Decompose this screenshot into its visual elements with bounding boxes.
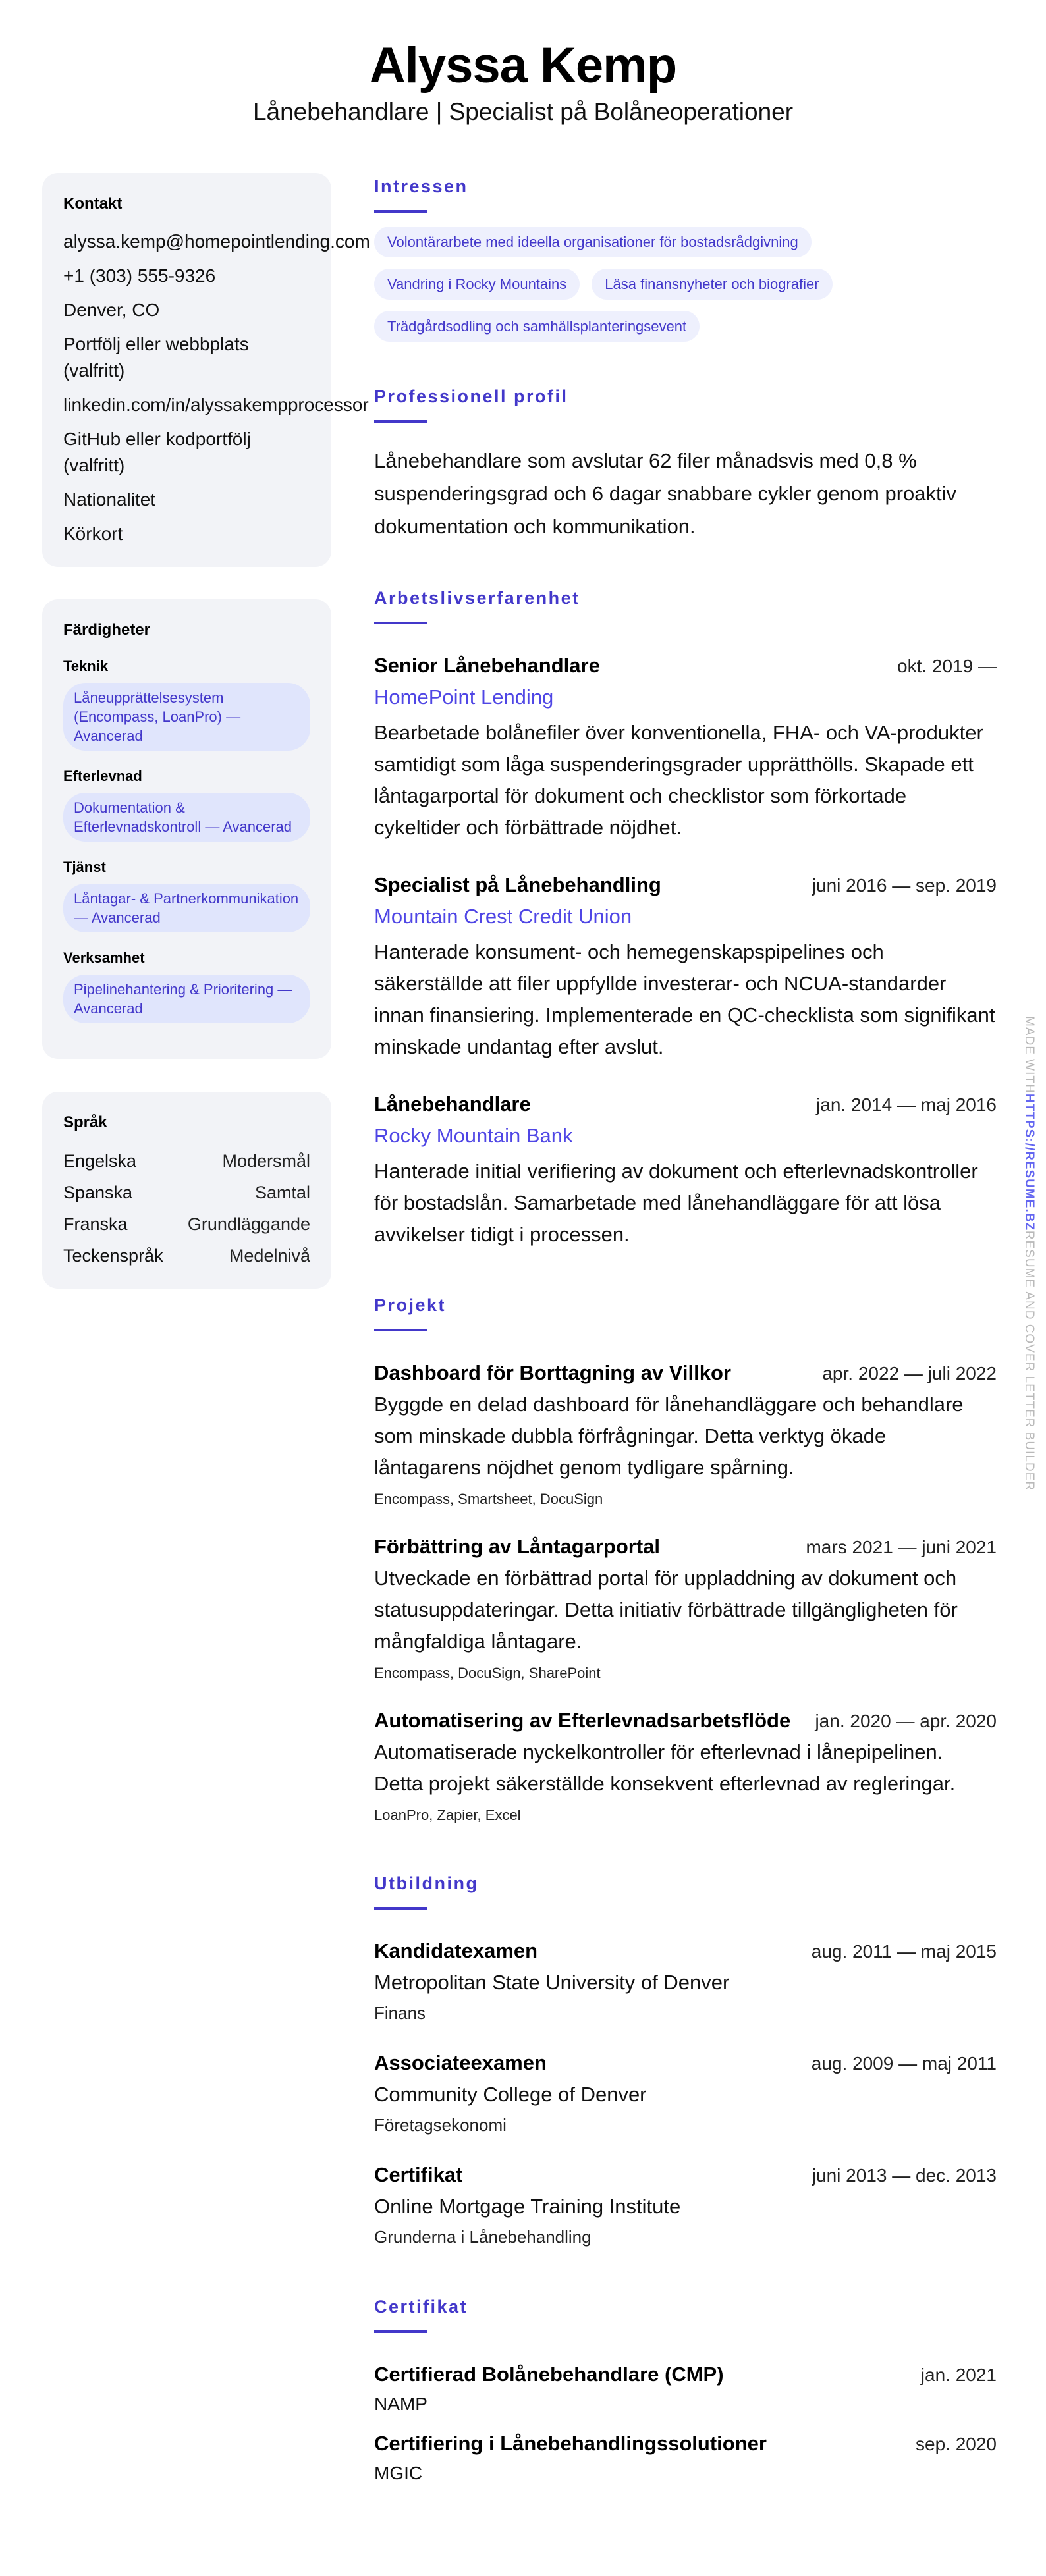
language-level: Modersmål [222, 1151, 310, 1171]
language-row [63, 1177, 310, 1208]
entry-date: juni 2016 — sep. 2019 [812, 875, 997, 896]
certificates-section [374, 2294, 997, 2487]
job-description: Hanterade initial verifiering av dokument och efterlevnadskontroller för bostadslån. Samarbetade med lånehandläggare för att lösa avvikelser tidigt i processen. [374, 1160, 978, 1246]
skill-pill: Låneupprättelsesystem (Encompass, LoanPro) — Avancerad [63, 683, 310, 751]
school-name: Community College of Denver [374, 2083, 647, 2106]
certificate-entry [374, 2359, 997, 2418]
skills-card [42, 599, 331, 1059]
education-entry [374, 2048, 997, 2140]
skill-category-label: Tjänst [63, 859, 106, 875]
company-name: Mountain Crest Credit Union [374, 905, 632, 928]
entry-date: jan. 2020 — apr. 2020 [815, 1711, 997, 1731]
degree-title: Kandidatexamen [374, 1939, 538, 1962]
candidate-name: Alyssa Kemp [369, 38, 677, 94]
section-heading: Certifikat [374, 2297, 468, 2317]
job-entry [374, 1089, 997, 1250]
certificate-name: Certifierad Bolånebehandlare (CMP) [374, 2363, 724, 2386]
language-level: Samtal [254, 1183, 310, 1202]
project-tech: LoanPro, Zapier, Excel [374, 1807, 521, 1823]
skill-pill: Låntagar- & Partnerkommunikation — Avancerad [63, 884, 310, 932]
interests-section [374, 173, 997, 342]
section-underline [374, 1329, 427, 1331]
company-name: Rocky Mountain Bank [374, 1124, 573, 1147]
watermark [1022, 1016, 1036, 1491]
language-name: Engelska [63, 1151, 137, 1171]
language-row [63, 1240, 310, 1272]
languages-card [42, 1092, 331, 1289]
project-title: Förbättring av Låntagarportal [374, 1535, 661, 1558]
entry-date: apr. 2022 — juli 2022 [822, 1363, 997, 1383]
skill-category-label: Efterlevnad [63, 768, 142, 784]
job-title: Senior Lånebehandlare [374, 654, 600, 677]
languages-list [63, 1145, 310, 1272]
watermark-link[interactable]: HTTPS://RESUME.BZ [1022, 1093, 1036, 1231]
entry-header [374, 2428, 997, 2459]
job-entry [374, 651, 997, 844]
candidate-title: Lånebehandlare | Specialist på Bolåneoperationer [252, 98, 794, 125]
projects-section [374, 1292, 997, 1829]
section-heading: Arbetslivserfarenhet [374, 588, 580, 608]
school-name: Online Mortgage Training Institute [374, 2195, 681, 2218]
certificate-issuer: MGIC [374, 2463, 423, 2483]
interest-tag: Vandring i Rocky Mountains [374, 269, 580, 300]
contact-item: GitHub eller kodportfölj (valfritt) [63, 429, 251, 475]
entry-date: okt. 2019 — [897, 656, 997, 676]
project-entry [374, 1705, 997, 1829]
interest-tag: Trädgårdsodling och samhällsplanteringsevent [374, 311, 700, 342]
skill-group [63, 657, 310, 751]
job-title: Lånebehandlare [374, 1092, 531, 1115]
entry-date: aug. 2009 — maj 2011 [811, 2053, 997, 2074]
skill-group [63, 857, 310, 932]
field-of-study: Grunderna i Lånebehandling [374, 2227, 592, 2247]
languages-heading: Språk [63, 1114, 107, 1131]
skill-category-label: Teknik [63, 658, 109, 674]
project-tech: Encompass, DocuSign, SharePoint [374, 1665, 601, 1681]
skill-pill: Pipelinehantering & Prioritering — Avancerad [63, 975, 310, 1023]
skills-heading: Färdigheter [63, 621, 151, 639]
entry-date: aug. 2011 — maj 2015 [811, 1941, 997, 1962]
interest-tag: Volontärarbete med ideella organisationer för bostadsrådgivning [374, 227, 812, 257]
project-title: Automatisering av Efterlevnadsarbetsflöde [374, 1709, 791, 1732]
watermark-prefix: MADE WITH [1022, 1016, 1036, 1094]
entry-header [374, 1532, 997, 1563]
sidebar [42, 173, 370, 1289]
contact-item: linkedin.com/in/alyssakempprocessor [63, 394, 369, 415]
section-heading: Projekt [374, 1295, 447, 1315]
skill-pill: Dokumentation & Efterlevnadskontroll — Avancerad [63, 793, 310, 842]
field-of-study: Finans [374, 2003, 426, 2023]
skill-group [63, 766, 310, 842]
skill-category-label: Verksamhet [63, 950, 145, 966]
entry-header [374, 2048, 997, 2079]
education-entry [374, 2160, 997, 2252]
resume-header [0, 36, 1046, 128]
entry-header [374, 2160, 997, 2191]
section-underline [374, 210, 427, 213]
language-row [63, 1145, 310, 1177]
main-column [374, 173, 997, 2498]
certificate-list [374, 2359, 997, 2487]
section-underline [374, 1907, 427, 1910]
education-list [374, 1936, 997, 2252]
project-entry [374, 1358, 997, 1513]
experience-section [374, 585, 997, 1250]
project-tech: Encompass, Smartsheet, DocuSign [374, 1491, 603, 1507]
entry-date: jan. 2021 [920, 2365, 997, 2385]
section-heading: Professionell profil [374, 387, 568, 406]
contact-list [63, 228, 370, 547]
entry-date: mars 2021 — juni 2021 [806, 1537, 997, 1557]
section-heading: Intressen [374, 176, 468, 196]
job-list [374, 651, 997, 1250]
degree-title: Certifikat [374, 2163, 463, 2186]
degree-title: Associateexamen [374, 2051, 547, 2074]
contact-heading: Kontakt [63, 195, 123, 213]
field-of-study: Företagsekonomi [374, 2115, 507, 2135]
language-level: Grundläggande [187, 1214, 310, 1234]
skills-list [63, 657, 310, 1023]
interest-tags [374, 227, 997, 342]
education-entry [374, 1936, 997, 2028]
project-description: Byggde en delad dashboard för lånehandläggare och behandlare som minskade dubbla förfrågningar. Detta verktyg ökade låntagarens nöjdhet genom tydligare spårning. [374, 1393, 964, 1479]
language-name: Teckenspråk [63, 1246, 163, 1266]
company-name: HomePoint Lending [374, 685, 554, 709]
entry-header [374, 2359, 997, 2390]
entry-header [374, 1089, 997, 1120]
section-underline [374, 2330, 427, 2333]
school-name: Metropolitan State University of Denver [374, 1971, 730, 1994]
contact-item: Körkort [63, 523, 123, 544]
entry-date: sep. 2020 [916, 2434, 997, 2454]
interest-tag: Läsa finansnyheter och biografier [592, 269, 832, 300]
contact-item: alyssa.kemp@homepointlending.com [63, 231, 370, 252]
contact-item: Denver, CO [63, 300, 160, 320]
contact-item: Portfölj eller webbplats (valfritt) [63, 334, 249, 381]
entry-date: jan. 2014 — maj 2016 [816, 1094, 997, 1115]
entry-date: juni 2013 — dec. 2013 [812, 2165, 997, 2186]
skill-group [63, 948, 310, 1023]
contact-item: Nationalitet [63, 489, 156, 510]
certificate-issuer: NAMP [374, 2394, 427, 2414]
section-heading: Utbildning [374, 1873, 479, 1893]
entry-header [374, 1358, 997, 1389]
section-underline [374, 622, 427, 624]
project-title: Dashboard för Borttagning av Villkor [374, 1361, 732, 1384]
certificate-name: Certifiering i Lånebehandlingssolutioner [374, 2432, 767, 2455]
education-section [374, 1870, 997, 2252]
job-description: Bearbetade bolånefiler över konventionella, FHA- och VA-produkter samtidigt som låga suspenderingsgrader upprätthölls. Skapade ett låntagarportal för dokument och checklistor som förkortade cykeltider och förbättrade nöjdhet. [374, 721, 983, 839]
entry-header [374, 870, 997, 901]
profile-section [374, 383, 997, 543]
contact-card [42, 173, 370, 567]
language-name: Spanska [63, 1183, 133, 1202]
entry-header [374, 1936, 997, 1967]
project-list [374, 1358, 997, 1829]
language-level: Medelnivå [229, 1246, 310, 1266]
language-name: Franska [63, 1214, 128, 1234]
section-underline [374, 420, 427, 423]
entry-header [374, 1705, 997, 1736]
watermark-suffix: RESUME AND COVER LETTER BUILDER [1022, 1230, 1036, 1491]
profile-text: Lånebehandlare som avslutar 62 filer månadsvis med 0,8 % suspenderingsgrad och 6 dagar snabbare cykler genom proaktiv dokumentation och kommunikation. [374, 449, 957, 538]
job-description: Hanterade konsument- och hemegenskapspipelines och säkerställde att filer uppfyllde investerar- och NCUA-standarder innan finansiering. Implementerade en QC-checklista som signifikant minskade undantag efter avslut. [374, 940, 995, 1058]
contact-item: +1 (303) 555-9326 [63, 265, 216, 286]
entry-header [374, 651, 997, 682]
job-title: Specialist på Lånebehandling [374, 873, 661, 896]
language-row [63, 1208, 310, 1240]
project-description: Utveckade en förbättrad portal för uppladdning av dokument och statusuppdateringar. Detta initiativ förbättrade tillgängligheten för mångfaldiga låntagare. [374, 1567, 958, 1653]
certificate-entry [374, 2428, 997, 2487]
job-entry [374, 870, 997, 1063]
project-entry [374, 1532, 997, 1686]
project-description: Automatiserade nyckelkontroller för efterlevnad i lånepipelinen. Detta projekt säkerställde konsekvent efterlevnad av regleringar. [374, 1740, 956, 1795]
